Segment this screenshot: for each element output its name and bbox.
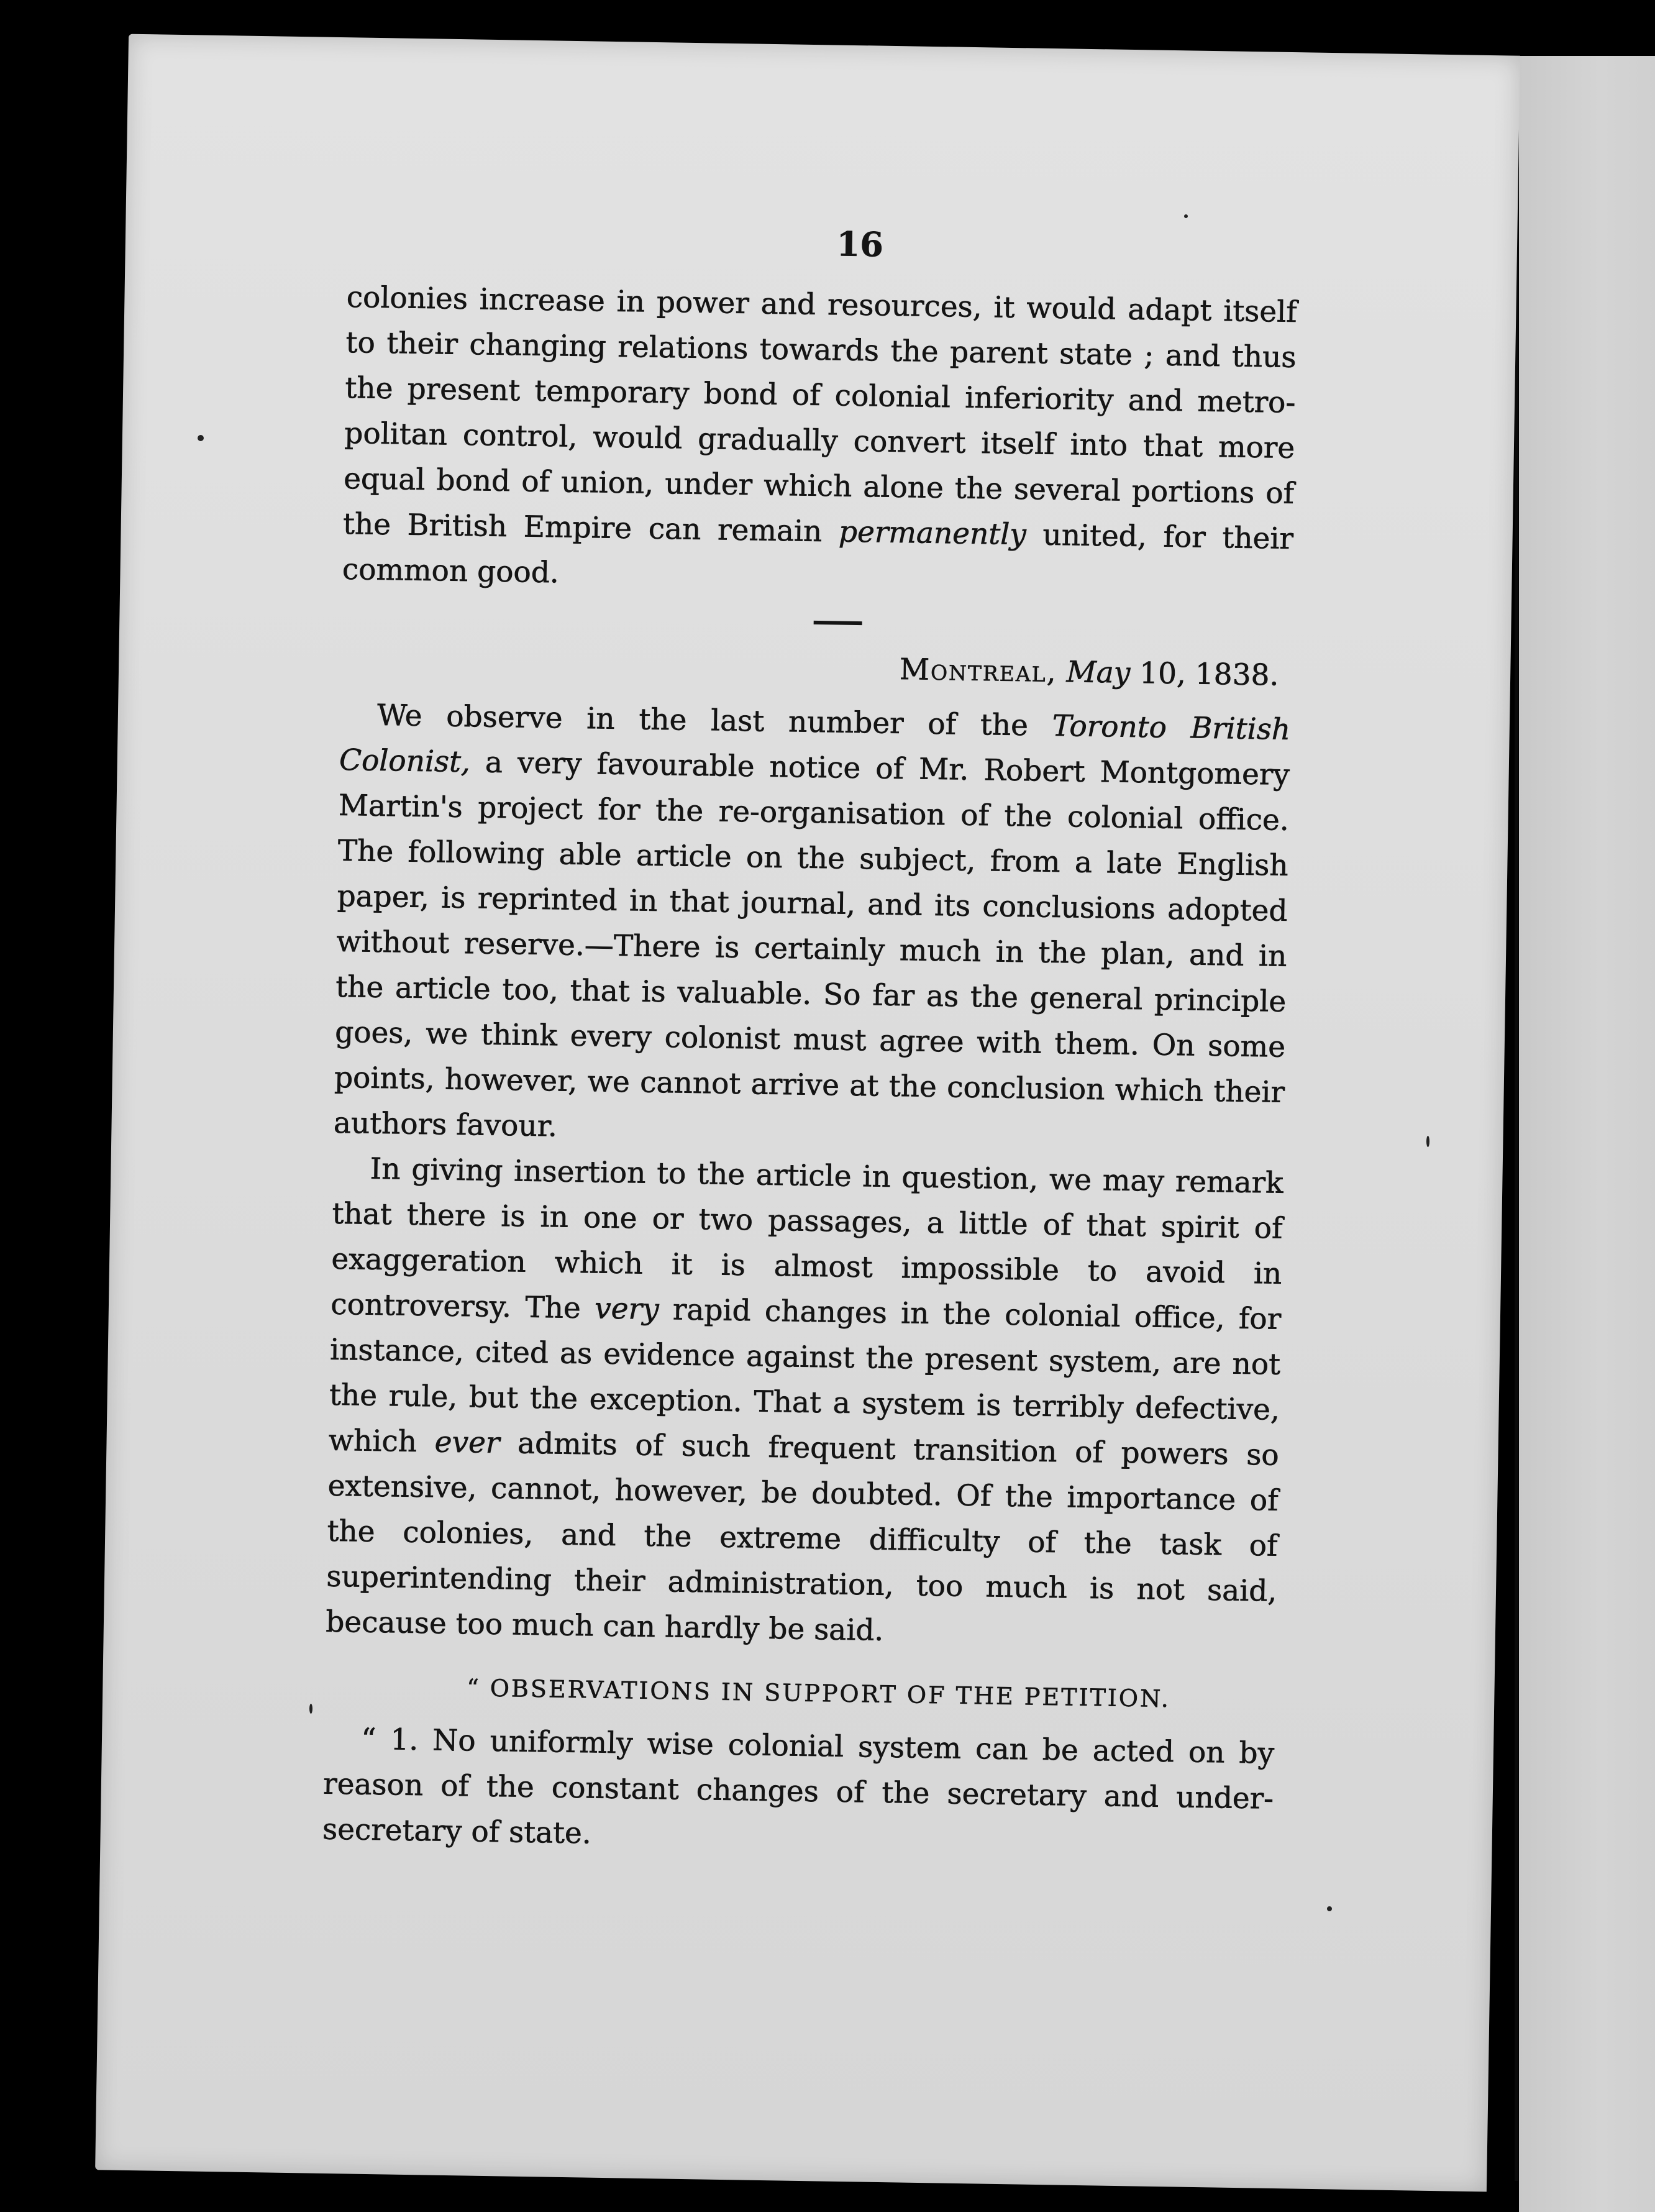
paragraph-3-emphasis-b: ever (434, 1425, 500, 1461)
paragraph-1-text-a: colonies increase in power and resources, it would adapt itself to their changing relations towards the parent state ; and thus the present temporary bond of colonial inferiority and metro-politan control, would gradually convert itself into that more equal bond of union, under which alone the several portions of the British Empire can remain (342, 280, 1298, 549)
section-heading: “ OBSERVATIONS IN SUPPORT OF THE PETITION. (466, 1674, 1171, 1713)
paragraph-1-text-b: united, for their common good. (342, 518, 1294, 590)
paragraph-1 (342, 275, 1297, 607)
dateline (340, 638, 1292, 698)
dateline-month: May (1066, 655, 1131, 690)
paragraph-3-emphasis-a: very (594, 1291, 660, 1327)
paragraph-4: “ 1. No uniformly wise colonial system can be acted on by reason of the constant changes of the secretary and under-secretary of state. (322, 1722, 1275, 1851)
paragraph-2-text-b: a very favourable notice of Mr. Robert Montgomery Martin's project for the re-organisation of the colonial office. The following able article on the subject, from a late English paper, is reprinted in that journal, and its conclusions adopted without reserve.—There is certainly much in the plan, and in the article too, that is valuable. So far as the general principle goes, we think every colonist must agree with them. On some points, however, we cannot arrive at the conclusion which their authors favour. (333, 745, 1290, 1144)
ink-speck (1426, 1136, 1429, 1147)
paragraph-2-emphasis: Toronto British Colonist, (339, 708, 1291, 780)
ink-speck (1184, 214, 1188, 218)
ink-speck (309, 1704, 312, 1714)
paragraph-1-emphasis: permanently (838, 514, 1027, 552)
facing-page-edge (1519, 56, 1655, 2212)
paragraph-3-text-a: In giving insertion to the article in question, we may remark that there is in one or two passages, a little of that spirit of exaggeration which it is almost impossible to avoid in controversy. The (330, 1151, 1284, 1326)
dateline-city: Montreal, (899, 652, 1058, 690)
dateline-date: 10, 1838. (1129, 656, 1279, 693)
paragraph-3-text-c: admits of such frequent transition of powers so extensive, cannot, however, be doubted. Of the importance of the colonies, and the extreme difficulty of the task of superintending their administration, too much is not said, because too much can hardly be said. (325, 1426, 1280, 1648)
page-gutter-shadow (1515, 68, 1518, 2181)
ink-speck (198, 435, 204, 441)
section-rule (814, 621, 862, 625)
paragraph-3 (326, 1146, 1283, 1660)
paragraph-3-text-b: rapid changes in the colonial office, for instance, cited as evidence against the present system, are not the rule, but the exception. That a system is terribly defective, which (328, 1292, 1282, 1460)
page-number: 16 (836, 224, 884, 265)
paragraph-2-text-a: We observe in the last number of the (376, 698, 1053, 743)
ink-speck (1327, 1906, 1332, 1911)
page-text (322, 211, 1298, 1867)
paragraph-2 (333, 692, 1290, 1161)
